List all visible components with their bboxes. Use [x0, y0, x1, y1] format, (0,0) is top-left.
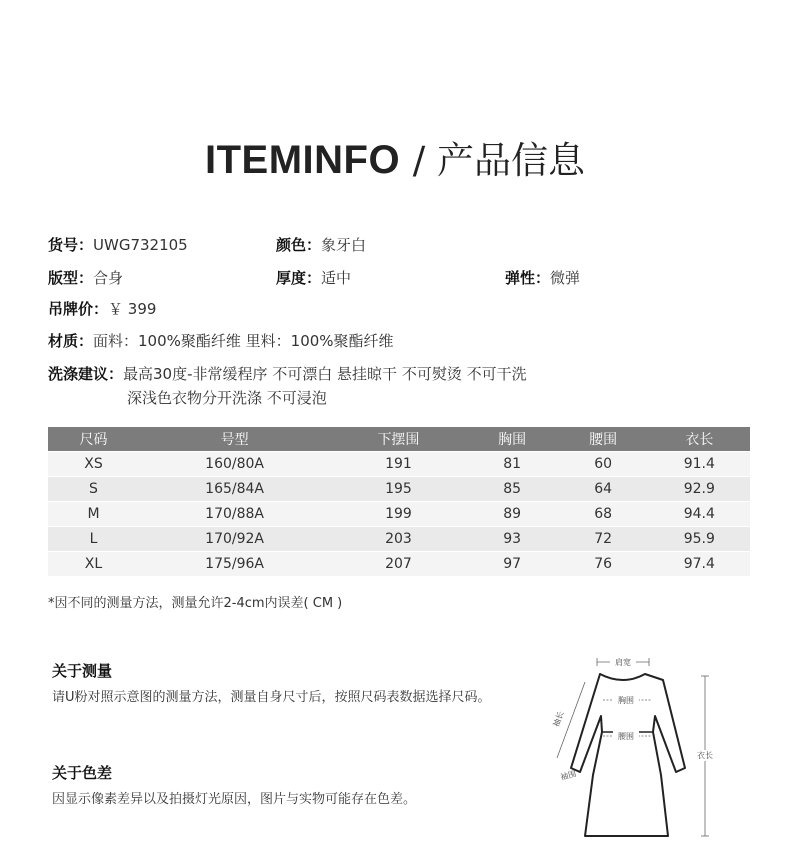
price-label: 吊牌价：: [48, 300, 109, 318]
color-diff-title: 关于色差: [52, 764, 113, 782]
info-washing-2: [127, 388, 327, 408]
table-row: [48, 551, 750, 576]
cell: XL: [48, 551, 139, 576]
title-cn: / 产品信息: [412, 139, 586, 182]
info-color: [276, 235, 366, 255]
diagram-label-chest: 胸围: [618, 696, 634, 705]
diagram-label-sleeve: 袖长: [551, 710, 566, 729]
color-value: 象牙白: [321, 236, 367, 254]
cell: 170/88A: [139, 501, 330, 526]
price-value: ￥ 399: [108, 300, 157, 318]
cell: 85: [467, 476, 558, 501]
info-fit: [48, 268, 123, 288]
cell: 207: [330, 551, 466, 576]
item-no-label: 货号：: [48, 236, 94, 254]
material-value: 面料：100%聚酯纤维 里料：100%聚酯纤维: [93, 332, 394, 350]
table-row: [48, 476, 750, 501]
cell: 89: [467, 501, 558, 526]
cell: 170/92A: [139, 526, 330, 551]
cell: 81: [467, 451, 558, 476]
table-row: [48, 451, 750, 476]
elasticity-label: 弹性：: [505, 269, 551, 287]
cell: S: [48, 476, 139, 501]
cell: 160/80A: [139, 451, 330, 476]
cell: L: [48, 526, 139, 551]
thickness-label: 厚度：: [276, 269, 322, 287]
diagram-label-length: 衣长: [697, 751, 713, 760]
info-item-no: [48, 235, 188, 255]
cell: 95.9: [649, 526, 750, 551]
cell: 72: [558, 526, 649, 551]
info-thickness: [276, 268, 351, 288]
cell: 93: [467, 526, 558, 551]
info-price: [48, 299, 156, 319]
measurement-diagram: [535, 640, 725, 845]
col-header: 下摆围: [330, 427, 466, 451]
elasticity-value: 微弹: [550, 269, 581, 287]
cell: 199: [330, 501, 466, 526]
item-no-value: UWG732105: [93, 236, 188, 254]
page-title: [0, 135, 790, 186]
measurement-note: *因不同的测量方法，测量允许2-4cm内误差( CM ): [48, 596, 343, 611]
col-header: 腰围: [558, 427, 649, 451]
cell: 175/96A: [139, 551, 330, 576]
cell: 91.4: [649, 451, 750, 476]
title-en: ITEMINFO: [204, 138, 401, 182]
size-table-header: [48, 427, 750, 451]
measure-title: 关于测量: [52, 662, 113, 680]
fit-label: 版型：: [48, 269, 94, 287]
measure-text: 请U粉对照示意图的测量方法，测量自身尺寸后，按照尺码表数据选择尺码。: [52, 690, 491, 705]
col-header: 胸围: [467, 427, 558, 451]
col-header: 号型: [139, 427, 330, 451]
diagram-label-waist: 腰围: [618, 732, 634, 741]
cell: 68: [558, 501, 649, 526]
washing-label: 洗涤建议：: [48, 365, 124, 383]
info-elasticity: [505, 268, 580, 288]
info-material: [48, 331, 394, 351]
cell: 165/84A: [139, 476, 330, 501]
fit-value: 合身: [93, 269, 124, 287]
info-washing: [48, 364, 527, 384]
diagram-label-cuff: 袖围: [559, 769, 578, 783]
cell: M: [48, 501, 139, 526]
color-diff-text: 因显示像素差异以及拍摄灯光原因，图片与实物可能存在色差。: [52, 792, 417, 807]
cell: 92.9: [649, 476, 750, 501]
dress-diagram-icon: [535, 640, 725, 845]
cell: 60: [558, 451, 649, 476]
washing-line-1: 最高30度-非常缓程序 不可漂白 悬挂晾干 不可熨烫 不可干洗: [123, 365, 527, 383]
material-label: 材质：: [48, 332, 94, 350]
diagram-label-shoulder: 肩宽: [615, 658, 631, 667]
table-row: [48, 526, 750, 551]
cell: 97.4: [649, 551, 750, 576]
cell: 94.4: [649, 501, 750, 526]
cell: 203: [330, 526, 466, 551]
table-row: [48, 501, 750, 526]
thickness-value: 适中: [321, 269, 352, 287]
col-header: 尺码: [48, 427, 139, 451]
size-table: [48, 427, 750, 576]
col-header: 衣长: [649, 427, 750, 451]
cell: 191: [330, 451, 466, 476]
cell: 97: [467, 551, 558, 576]
color-label: 颜色：: [276, 236, 322, 254]
cell: 195: [330, 476, 466, 501]
cell: XS: [48, 451, 139, 476]
washing-line-2: 深浅色衣物分开洗涤 不可浸泡: [127, 389, 327, 407]
cell: 76: [558, 551, 649, 576]
cell: 64: [558, 476, 649, 501]
